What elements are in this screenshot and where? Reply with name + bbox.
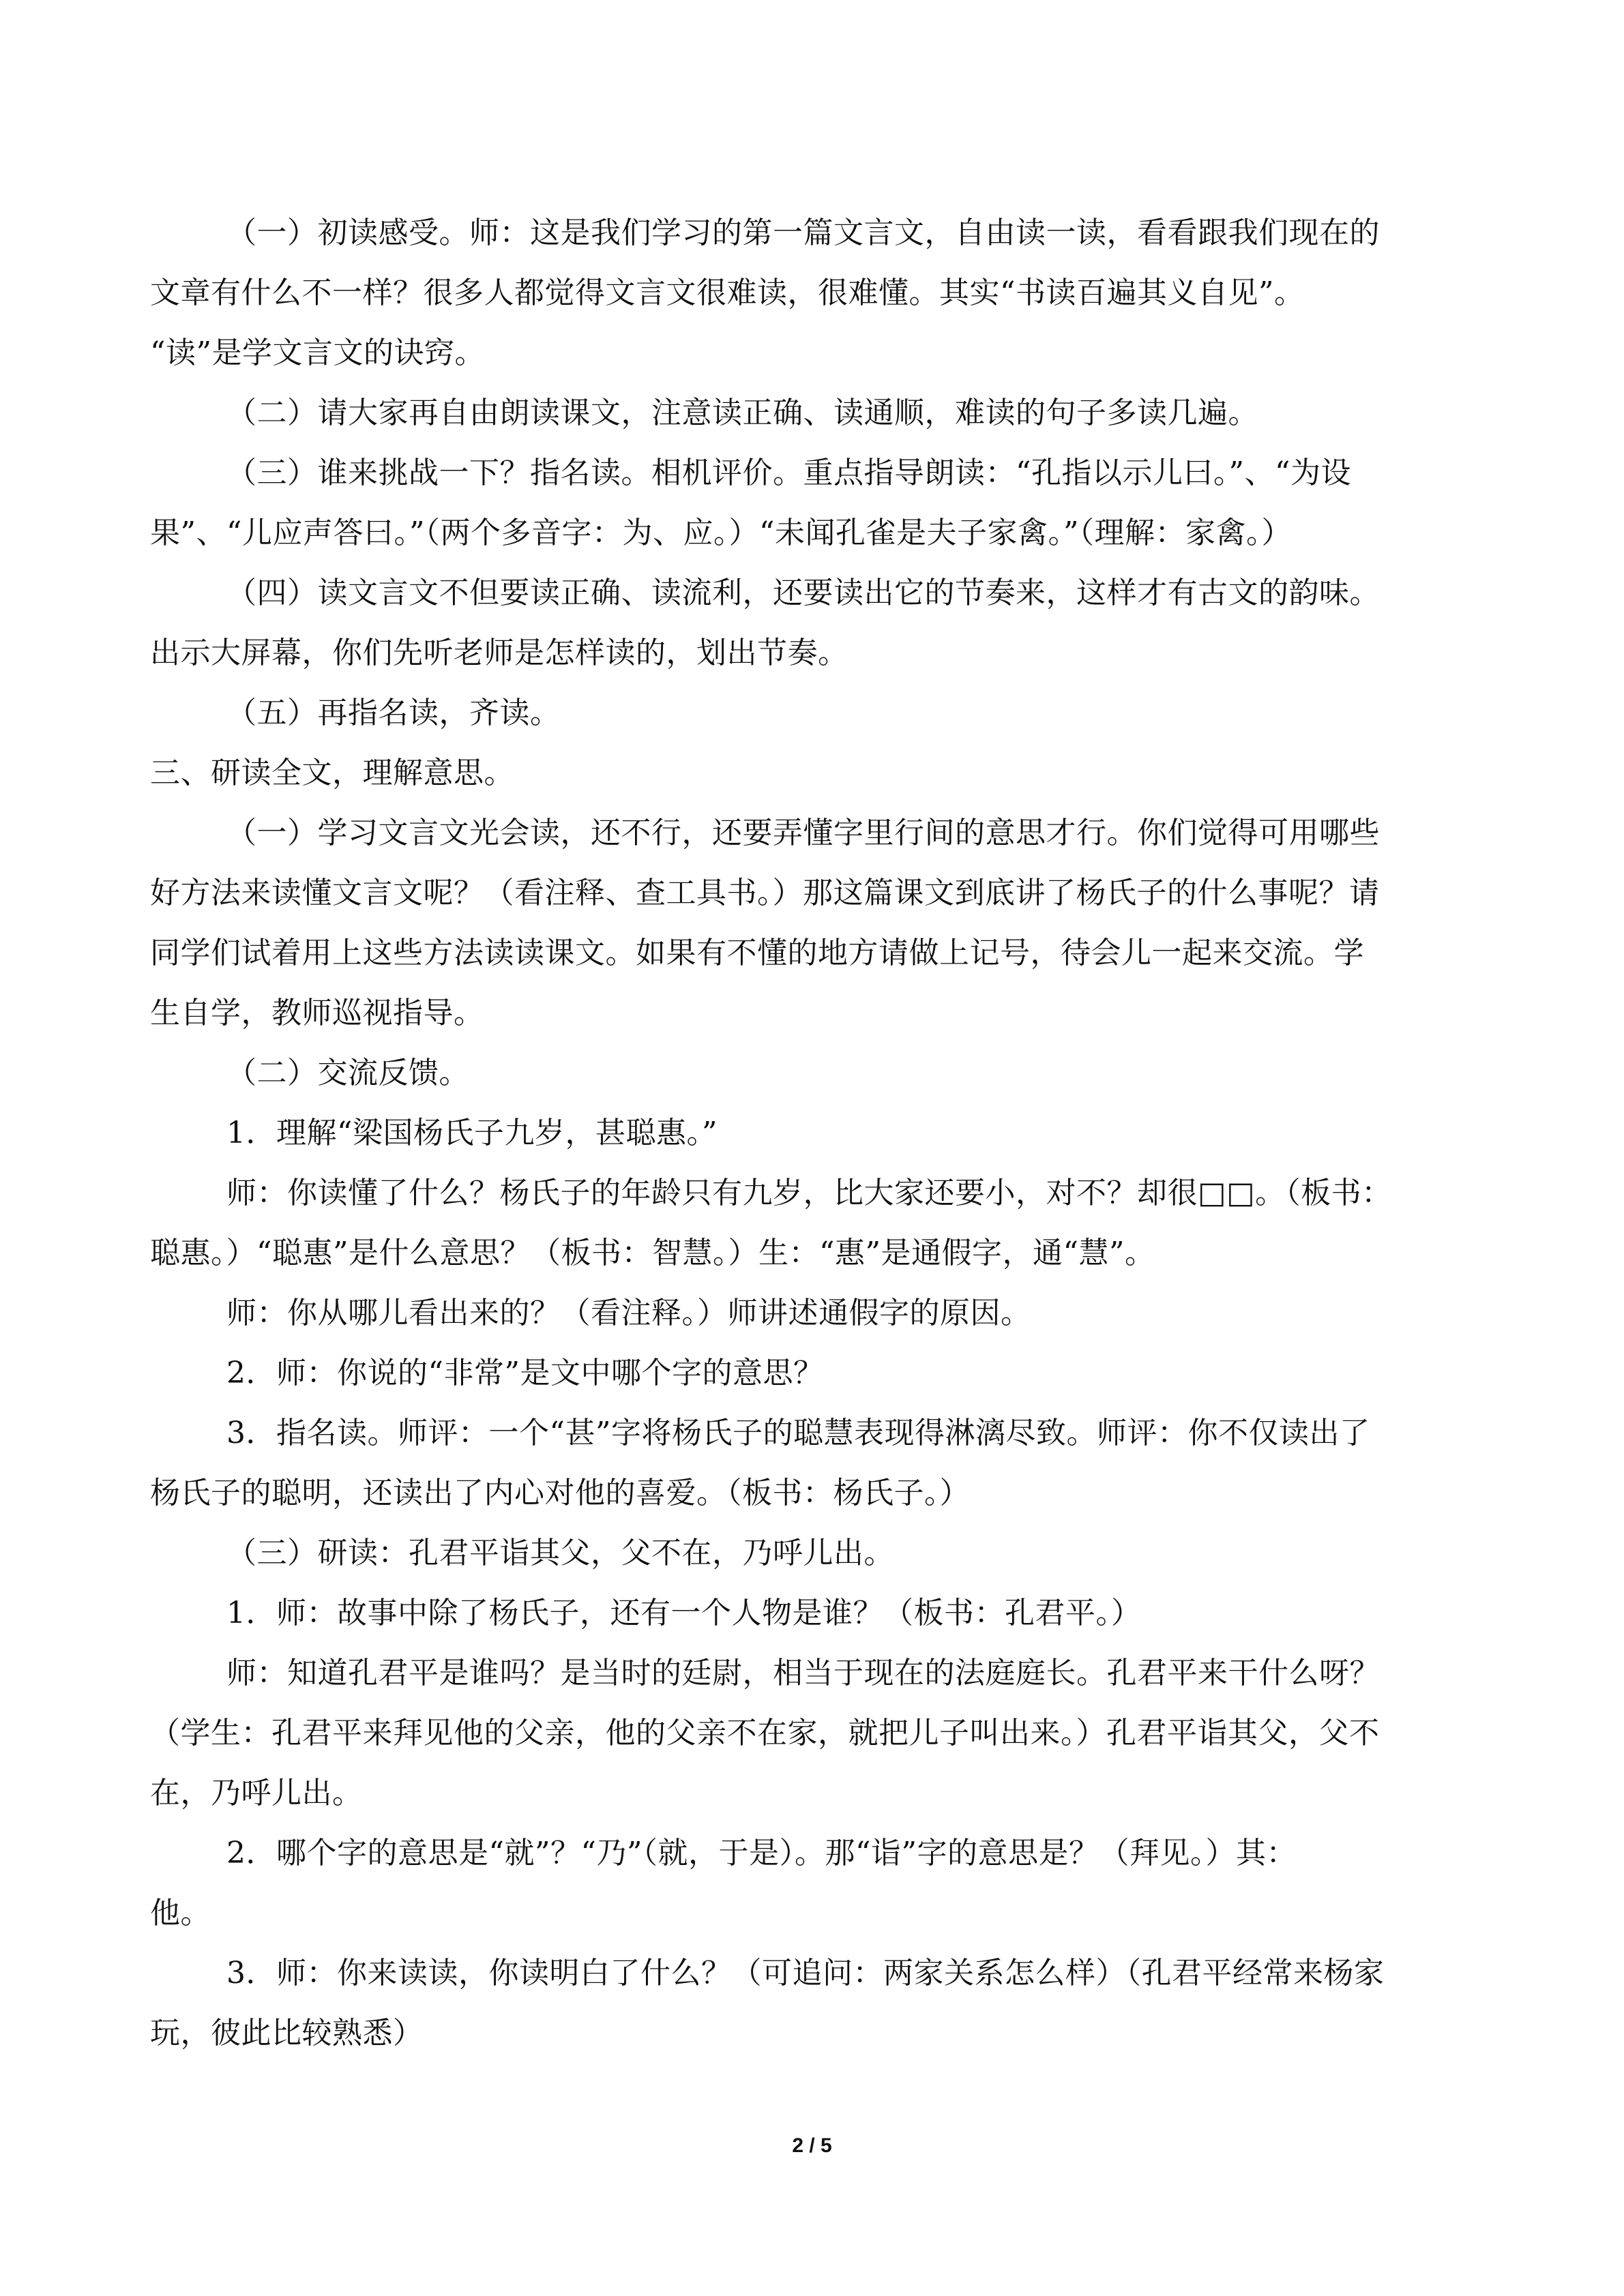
text-line: （一）初读感受。师：这是我们学习的第一篇文言文，自由读一读，看看跟我们现在的 <box>226 215 1380 250</box>
text-line: （五）再指名读，齐读。 <box>226 696 561 730</box>
page-number: 2 / 5 <box>792 2134 832 2157</box>
text-line: 玩，彼此比较熟悉） <box>150 2016 424 2051</box>
document-body <box>150 203 1477 2063</box>
text-line: 聪惠。）“聪惠”是什么意思？（板书：智慧。）生：“惠”是通假字，通“慧”。 <box>150 1236 1155 1270</box>
text-line: 在，乃呼儿出。 <box>150 1776 363 1810</box>
text-line: （四）读文言文不但要读正确、读流利，还要读出它的节奏来，这样才有古文的韵味。 <box>226 576 1380 610</box>
text-line: 1．理解“梁国杨氏子九岁，甚聪惠。” <box>226 1116 718 1150</box>
text-line: 师：你从哪儿看出来的？（看注释。）师讲述通假字的原因。 <box>226 1296 1031 1330</box>
text-line: 文章有什么不一样？很多人都觉得文言文很难读，很难懂。其实“书读百遍其义自见”。 <box>150 275 1305 310</box>
text-line: 师：你读懂了什么？杨氏子的年龄只有九岁，比大家还要小，对不？却很□□。（板书： <box>226 1176 1392 1210</box>
text-line: （一）学习文言文光会读，还不行，还要弄懂字里行间的意思才行。你们觉得可用哪些 <box>226 816 1380 850</box>
text-line: 他。 <box>150 1896 211 1930</box>
text-line: 三、研读全文，理解意思。 <box>150 756 514 790</box>
text-line: 生自学，教师巡视指导。 <box>150 996 484 1030</box>
text-line: 3．指名读。师评：一个“甚”字将杨氏子的聪慧表现得淋漓尽致。师评：你不仅读出了 <box>226 1416 1370 1450</box>
text-line: （三）谁来挑战一下？指名读。相机评价。重点指导朗读：“孔指以示儿曰。”、“为设 <box>226 456 1351 490</box>
text-line: 1．师：故事中除了杨氏子，还有一个人物是谁？（板书：孔君平。） <box>226 1596 1142 1630</box>
text-line: 3．师：你来读读，你读明白了什么？（可追问：两家关系怎么样）（孔君平经常来杨家 <box>226 1956 1385 1991</box>
text-line: 2．师：你说的“非常”是文中哪个字的意思？ <box>226 1356 824 1390</box>
text-line: 出示大屏幕，你们先听老师是怎样读的，划出节奏。 <box>150 636 848 670</box>
text-line: （三）研读：孔君平诣其父，父不在，乃呼儿出。 <box>226 1536 894 1570</box>
text-line: 师：知道孔君平是谁吗？是当时的廷尉，相当于现在的法庭庭长。孔君平来干什么呀？ <box>226 1656 1380 1690</box>
text-line: “读”是学文言文的诀窍。 <box>150 336 485 370</box>
text-line: （学生：孔君平来拜见他的父亲，他的父亲不在家，就把儿子叫出来。）孔君平诣其父，父不 <box>150 1716 1380 1750</box>
text-line: 好方法来读懂文言文呢？（看注释、查工具书。）那这篇课文到底讲了杨氏子的什么事呢？请 <box>150 876 1380 910</box>
text-line: 2．哪个字的意思是“就”？“乃”（就，于是）。那“诣”字的意思是？（拜见。）其： <box>226 1836 1297 1870</box>
text-line: （二）交流反馈。 <box>226 1056 469 1090</box>
text-line: 果”、“儿应声答曰。”（两个多音字：为、应。）“未闻孔雀是夫子家禽。”（理解：家禽。） <box>150 516 1292 550</box>
text-line: （二）请大家再自由朗读课文，注意读正确、读通顺，难读的句子多读几遍。 <box>226 396 1258 430</box>
text-line: 同学们试着用上这些方法读读课文。如果有不懂的地方请做上记号，待会儿一起来交流。学 <box>150 936 1364 970</box>
text-line: 杨氏子的聪明，还读出了内心对他的喜爱。（板书：杨氏子。） <box>150 1476 970 1510</box>
